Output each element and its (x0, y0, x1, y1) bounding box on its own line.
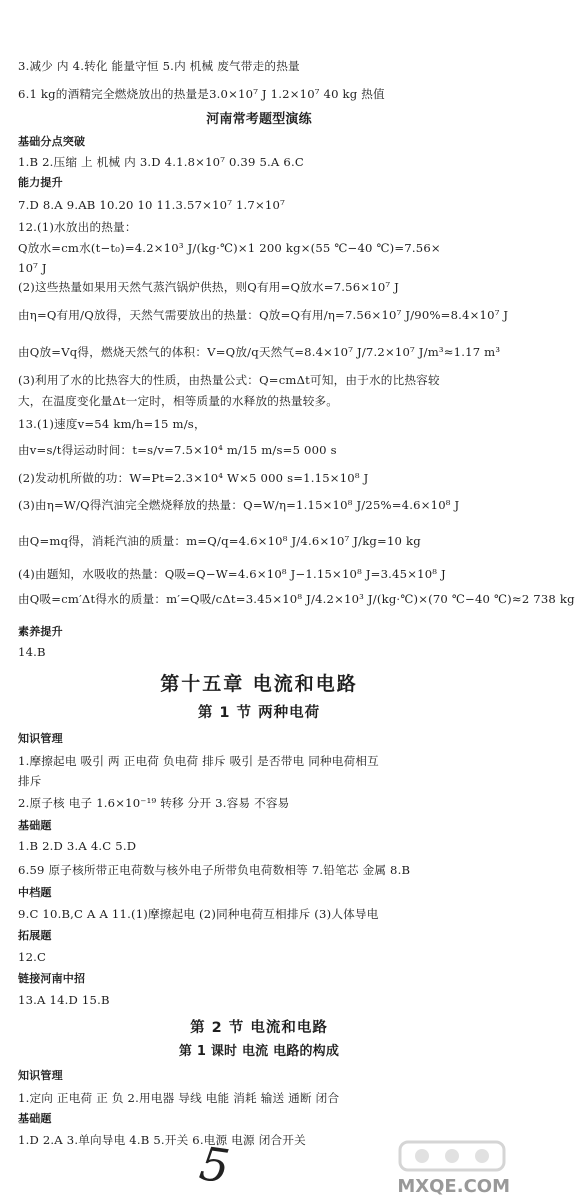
answer-line: 13.A 14.D 15.B (18, 993, 110, 1007)
answer-line: 3.减少 内 4.转化 能量守恒 5.内 机械 废气带走的热量 (18, 59, 300, 73)
section-label: 基础分点突破 (18, 135, 86, 148)
answer-line: 由η=Q有用/Q放得，天然气需要放出的热量：Q放=Q有用/η=7.56×10⁷ J/90%=8.4×10⁷ J (18, 308, 509, 322)
answer-line: 9.C 10.B,C A A 11.(1)摩擦起电 (2)同种电荷互相排斥 (3)人体导电 (18, 907, 379, 921)
answer-line: 6.59 原子核所带正电荷数与核外电子所带负电荷数相等 7.铅笔芯 金属 8.B (18, 863, 411, 877)
answer-line: 由Q吸=cm′Δt得水的质量：m′=Q吸/cΔt=3.45×10⁸ J/4.2×10³ J/(kg·℃)×(70 ℃−40 ℃)≈2 738 kg (18, 592, 575, 606)
section-title: 河南常考题型演练 (206, 112, 312, 127)
answer-line: 由v=s/t得运动时间：t=s/v=7.5×10⁴ m/15 m/s=5 000 s (18, 443, 337, 457)
answer-line: 12.C (18, 950, 47, 964)
section-label: 能力提升 (18, 176, 63, 189)
answer-line: 1.D 2.A 3.单向导电 4.B 5.开关 6.电源 电源 闭合开关 (18, 1133, 306, 1147)
answer-line: (4)由题知，水吸收的热量：Q吸=Q−W=4.6×10⁸ J−1.15×10⁸ J=3.45×10⁸ J (18, 567, 446, 581)
lesson-subtitle: 第 1 课时 电流 电路的构成 (178, 1044, 340, 1059)
section-label: 知识管理 (18, 732, 63, 745)
section-label: 知识管理 (18, 1069, 63, 1082)
section-label: 素养提升 (18, 625, 63, 638)
section-label: 基础题 (18, 819, 52, 832)
lesson-title: 第 1 节 两种电荷 (197, 705, 321, 721)
answer-line: (2)发动机所做的功：W=Pt=2.3×10⁴ W×5 000 s=1.15×10⁸ J (18, 471, 369, 485)
answer-line: (3)由η=W/Q得汽油完全燃烧释放的热量：Q=W/η=1.15×10⁸ J/25%=4.6×10⁸ J (18, 498, 460, 512)
answer-line: Q放水=cm水(t−t₀)=4.2×10³ J/(kg·℃)×1 200 kg×(55 ℃−40 ℃)=7.56× (18, 241, 441, 255)
answer-line: 1.摩擦起电 吸引 两 正电荷 负电荷 排斥 吸引 是否带电 同种电荷相互 (18, 754, 379, 768)
answer-line: 2.原子核 电子 1.6×10⁻¹⁹ 转移 分开 3.容易 不容易 (18, 796, 290, 810)
answer-line: (2)这些热量如果用天然气蒸汽锅炉供热，则Q有用=Q放水=7.56×10⁷ J (18, 280, 399, 294)
answer-line: 1.定向 正电荷 正 负 2.用电器 导线 电能 消耗 输送 通断 闭合 (18, 1091, 340, 1105)
answer-line: 1.B 2.D 3.A 4.C 5.D (18, 839, 137, 853)
chapter-title: 第十五章 电流和电路 (160, 673, 358, 695)
section-label: 拓展题 (18, 929, 52, 942)
answer-line: 1.B 2.压缩 上 机械 内 3.D 4.1.8×10⁷ 0.39 5.A 6.C (18, 155, 304, 169)
answer-line: 由Q=mq得，消耗汽油的质量：m=Q/q=4.6×10⁸ J/4.6×10⁷ J/kg=10 kg (18, 534, 421, 548)
section-label: 链接河南中招 (18, 972, 86, 985)
answer-line: 12.(1)水放出的热量： (18, 220, 137, 234)
answer-line: 7.D 8.A 9.AB 10.20 10 11.3.57×10⁷ 1.7×10⁷ (18, 198, 285, 212)
answer-line: 排斥 (18, 774, 42, 788)
answer-line: 13.(1)速度v=54 km/h=15 m/s， (18, 417, 206, 431)
handwritten-page-number: 5 (196, 1136, 233, 1194)
answer-line: 6.1 kg的酒精完全燃烧放出的热量是3.0×10⁷ J 1.2×10⁷ 40 kg 热值 (18, 87, 385, 101)
answer-line: 大，在温度变化量Δt一定时，相等质量的水释放的热量较多。 (18, 394, 339, 408)
answer-line: 由Q放=Vq得，燃烧天然气的体积：V=Q放/q天然气=8.4×10⁷ J/7.2×10⁷ J/m³≈1.17 m³ (18, 345, 501, 359)
answer-line: 10⁷ J (18, 261, 47, 275)
section-label: 基础题 (18, 1112, 52, 1125)
answer-line: (3)利用了水的比热容大的性质，由热量公式：Q=cmΔt可知，由于水的比热容较 (18, 373, 440, 387)
watermark-text: MXQE.COM (397, 1176, 510, 1197)
section-label: 中档题 (18, 886, 52, 899)
lesson-title: 第 2 节 电流和电路 (190, 1020, 328, 1036)
answer-line: 14.B (18, 645, 46, 659)
